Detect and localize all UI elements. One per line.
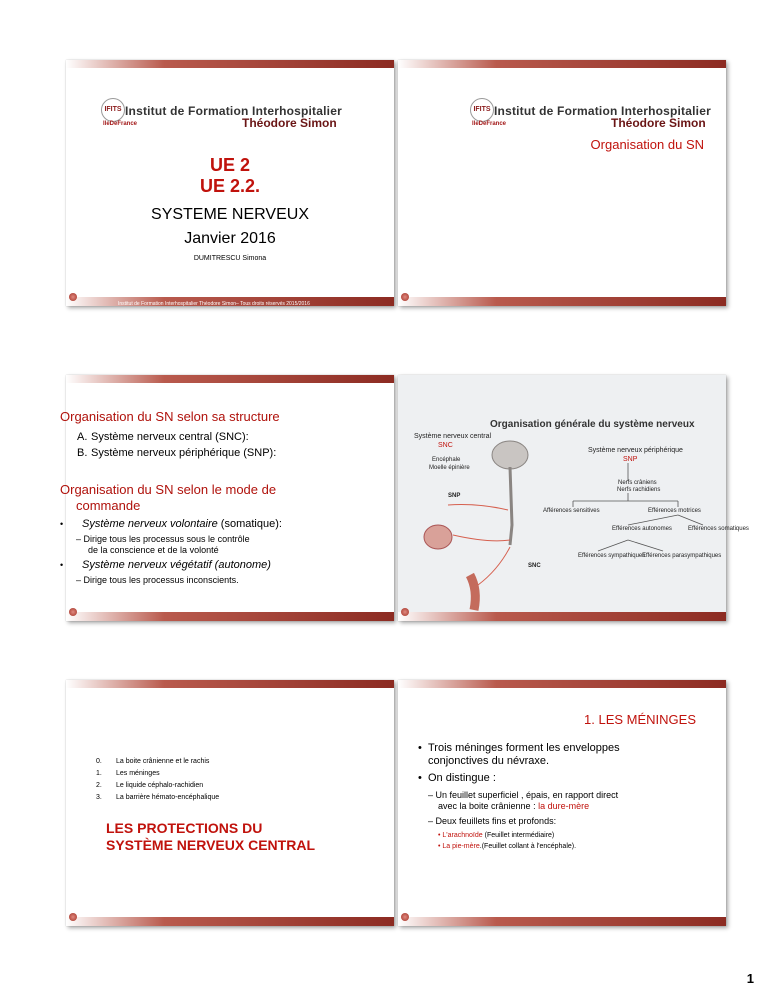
structure-item-a xyxy=(77,431,249,443)
pie-mere: La pie-mère xyxy=(442,843,480,850)
toc-item xyxy=(96,770,160,777)
sub-superficiel xyxy=(428,790,618,812)
protections-title-line1: LES PROTECTIONS DU xyxy=(106,820,263,836)
toc-item xyxy=(96,794,219,801)
toc-number: 3. xyxy=(96,794,102,801)
toc-number: 2. xyxy=(96,782,102,789)
logo-line2: Théodore Simon xyxy=(242,116,337,130)
slide1-footer: Institut de Formation Interhospitalier Théodore Simon– Tous droits réservés 2015/2016 xyxy=(118,301,310,307)
structure-heading: Organisation du SN selon sa structure xyxy=(60,409,280,424)
bullet-dot: • xyxy=(60,519,64,529)
bullet-dot: • xyxy=(418,742,422,754)
bullet-text: On distingue : xyxy=(428,772,496,784)
toc-text: Les méninges xyxy=(116,770,160,777)
afferences: Afférences sensitives xyxy=(543,508,600,514)
corner-dot xyxy=(401,608,409,616)
logo-region: IleDeFrance xyxy=(103,121,138,127)
logo-line1: Institut de Formation Interhospitalier xyxy=(125,104,342,118)
page-number: 1 xyxy=(746,971,754,986)
efferences-sympathiques: Efférences sympathiques xyxy=(578,553,646,559)
logo-mark: IFITS xyxy=(470,98,494,122)
slide-3 xyxy=(60,375,394,621)
item-key: B. xyxy=(77,447,88,459)
toc-text: Le liquide céphalo-rachidien xyxy=(116,782,204,789)
sub-line2: avec la boite crânienne : xyxy=(438,801,539,811)
moelle-label: Moelle épinière xyxy=(429,465,470,471)
subject-title: SYSTEME NERVEUX xyxy=(151,206,309,223)
corner-dot xyxy=(401,913,409,921)
item-text: Système nerveux central (SNC): xyxy=(91,431,249,443)
nervous-system-diagram xyxy=(398,375,749,615)
bullet-volontaire xyxy=(60,518,282,530)
bullet-line2: conjonctives du névraxe. xyxy=(428,755,550,767)
snp-label: SNP xyxy=(623,456,638,463)
arachnoide-item xyxy=(438,832,554,839)
bullet-vegetatif xyxy=(60,559,271,571)
bullet-italic: Système nerveux volontaire xyxy=(82,518,218,530)
slide-2 xyxy=(398,60,726,306)
encephale-label: Encéphale xyxy=(432,457,461,463)
slide-bottom-bar xyxy=(66,917,394,926)
efferences-parasympathiques: Efférences parasympathiques xyxy=(642,553,722,559)
snc-label: SNC xyxy=(438,442,453,449)
nerfs-craniens: Nerfs crâniens xyxy=(618,480,657,486)
toc-item xyxy=(96,782,203,789)
slide-bottom-bar xyxy=(398,297,726,306)
sub-volontaire xyxy=(76,534,250,556)
slide-top-bar xyxy=(66,680,394,688)
toc-item xyxy=(96,758,209,765)
sub-line1: – Dirige tous les processus sous le contrôle xyxy=(76,534,250,544)
slide-top-bar xyxy=(398,60,726,68)
bullet-suffix: (somatique): xyxy=(217,518,282,530)
sub-line1: – Un feuillet superficiel , épais, en rapport direct xyxy=(428,790,619,800)
toc-number: 1. xyxy=(96,770,102,777)
bullet-dot: • xyxy=(438,832,441,839)
bullet-meninges xyxy=(418,742,620,768)
slide-title: Organisation du SN xyxy=(590,137,704,152)
diagram-title: Organisation générale du système nerveux xyxy=(490,419,695,430)
toc-text: La barrière hémato-encéphalique xyxy=(116,794,220,801)
slide-bottom-bar xyxy=(398,612,726,621)
meninges-title: 1. LES MÉNINGES xyxy=(584,712,696,727)
snc-small: SNC xyxy=(528,563,541,569)
corner-dot xyxy=(69,913,77,921)
pie-mere-item xyxy=(438,843,576,850)
slide-4 xyxy=(398,375,749,621)
bullet-dot: • xyxy=(60,560,64,570)
protections-title-line2: SYSTÈME NERVEUX CENTRAL xyxy=(106,837,315,853)
bullet-italic: Système nerveux végétatif (autonome) xyxy=(82,559,271,571)
efferences-somatiques: Efférences somatiques xyxy=(688,526,749,532)
slide-bottom-bar xyxy=(398,917,726,926)
command-heading-line1: Organisation du SN selon le mode de xyxy=(60,482,277,497)
dure-mere: la dure-mère xyxy=(538,801,590,811)
item-key: A. xyxy=(77,431,88,443)
author: DUMITRESCU Simona xyxy=(193,255,267,262)
snp-small: SNP xyxy=(448,493,461,499)
command-heading-line2: commande xyxy=(76,498,141,513)
structure-item-b xyxy=(77,447,276,459)
corner-dot xyxy=(401,293,409,301)
snp-title: Système nerveux périphérique xyxy=(588,447,683,454)
bullet-dot: • xyxy=(418,772,422,784)
bullet-distingue xyxy=(418,772,496,785)
ue-title-1: UE 2 xyxy=(209,155,251,175)
logo-line2: Théodore Simon xyxy=(611,116,706,130)
institute-logo xyxy=(101,98,342,134)
sub-vegetatif: – Dirige tous les processus inconscients. xyxy=(76,575,239,585)
logo-line1: Institut de Formation Interhospitalier xyxy=(494,104,711,118)
slide-top-bar xyxy=(66,375,394,383)
bullet-line1: Trois méninges forment les enveloppes xyxy=(428,742,620,754)
bullet-dot: • xyxy=(438,843,441,850)
institute-logo xyxy=(470,98,711,134)
efferences-autonomes: Efférences autonomes xyxy=(612,526,672,532)
protections-title xyxy=(106,820,315,854)
nerfs-rachidiens: Nerfs rachidiens xyxy=(617,487,661,493)
slide-bottom-bar xyxy=(66,612,394,621)
sub-profonds: – Deux feuillets fins et profonds: xyxy=(428,816,557,826)
arachnoide: L'arachnoïde xyxy=(442,832,483,839)
slide-5 xyxy=(66,680,394,926)
ue-title-2: UE 2.2. xyxy=(199,176,261,196)
logo-mark: IFITS xyxy=(101,98,125,122)
snc-title: Système nerveux central xyxy=(414,433,492,440)
toc-number: 0. xyxy=(96,758,102,765)
toc-text: La boite crânienne et le rachis xyxy=(116,758,210,765)
slide-top-bar xyxy=(66,60,394,68)
corner-dot xyxy=(69,608,77,616)
slide-6 xyxy=(398,680,726,926)
slide-top-bar xyxy=(398,680,726,688)
command-heading xyxy=(60,482,276,514)
arachnoide-desc: (Feuillet intermédiaire) xyxy=(482,832,555,839)
item-text: Système nerveux périphérique (SNP): xyxy=(91,447,277,459)
efferences-motrices: Efférences motrices xyxy=(648,508,701,514)
sub-line2: de la conscience et de la volonté xyxy=(88,545,219,555)
corner-dot xyxy=(69,293,77,301)
slide-1 xyxy=(66,60,394,306)
logo-region: IleDeFrance xyxy=(472,121,507,127)
pie-mere-desc: .(Feuillet collant à l'encéphale). xyxy=(479,843,577,850)
date: Janvier 2016 xyxy=(184,230,276,247)
